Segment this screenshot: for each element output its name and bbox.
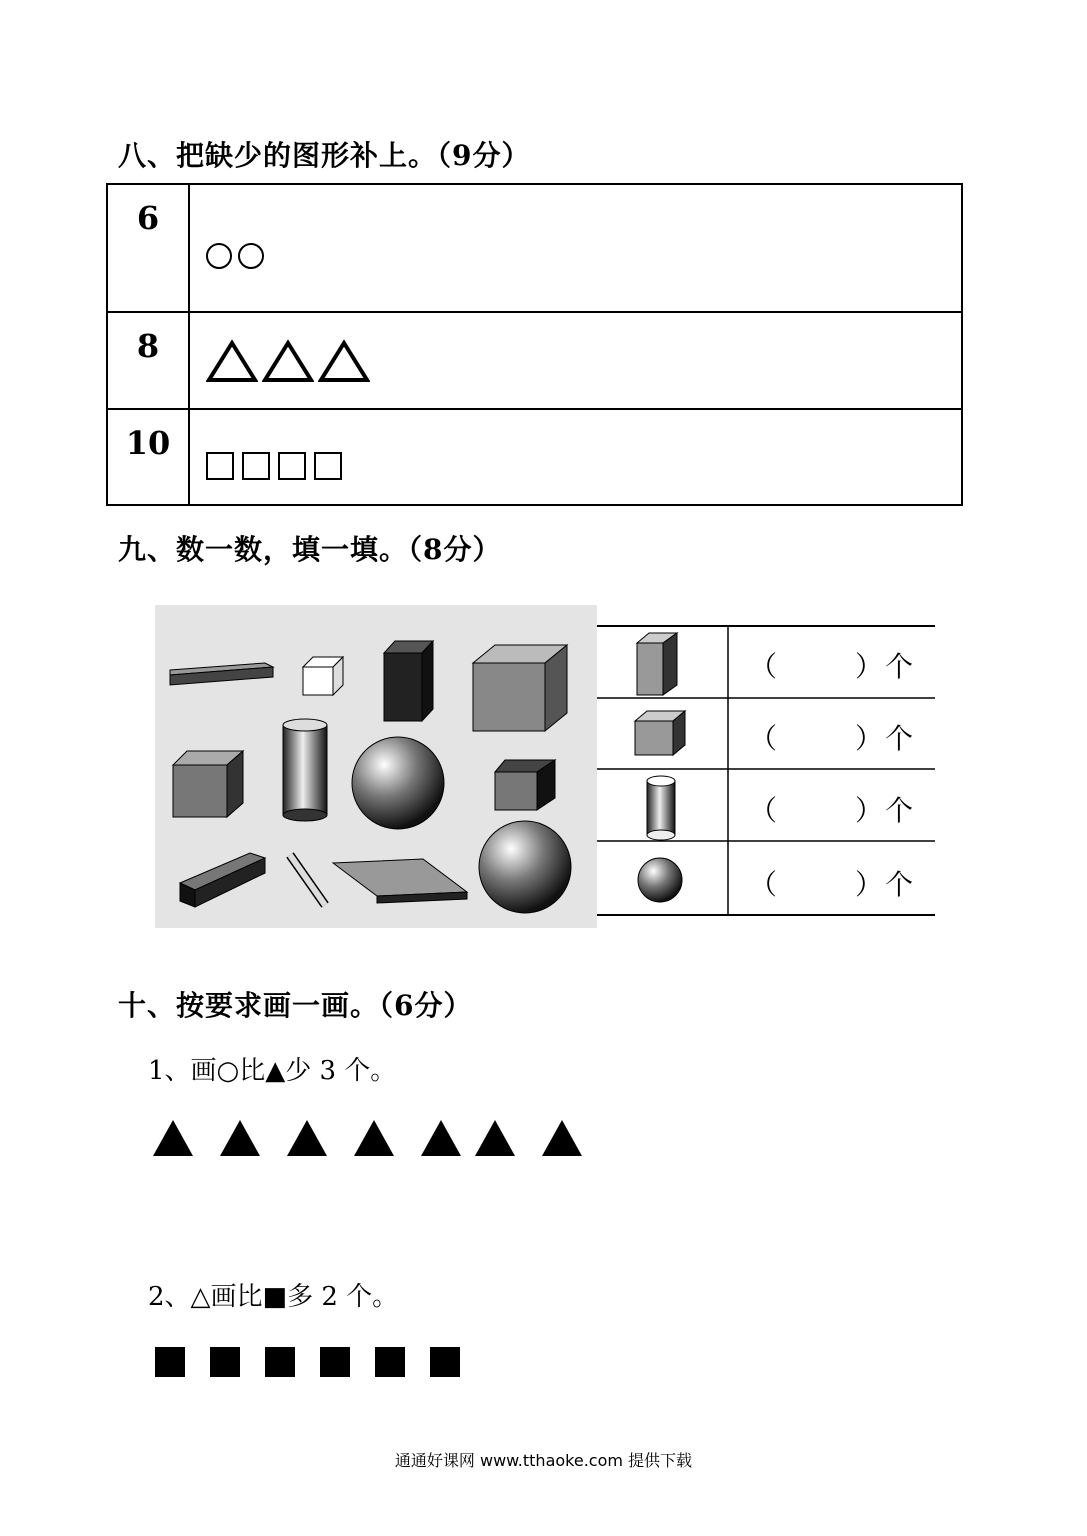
row-number: 6 bbox=[107, 184, 189, 312]
left-paren: （ bbox=[749, 868, 778, 901]
cylinder-shape bbox=[283, 719, 327, 821]
row-number: 10 bbox=[107, 409, 189, 505]
right-paren: ） bbox=[855, 794, 884, 827]
footer-text: 通通好课网 www.tthaoke.com 提供下载 bbox=[394, 1451, 693, 1470]
unit-label: 个 bbox=[885, 868, 914, 901]
filled-triangle-icon bbox=[220, 1120, 260, 1156]
solid-shapes-figure bbox=[155, 605, 597, 928]
left-paren: （ bbox=[749, 722, 778, 755]
section-9-heading: 九、数一数，填一填。（8分） bbox=[118, 533, 502, 566]
unit-label: 个 bbox=[885, 794, 914, 827]
square-icon bbox=[206, 452, 234, 480]
large-cube-shape bbox=[473, 645, 567, 731]
answer-blank[interactable] bbox=[749, 789, 884, 829]
filled-square-icon bbox=[430, 1347, 460, 1377]
small-cube-shape bbox=[303, 657, 343, 695]
sphere-shape bbox=[479, 821, 571, 913]
answer-blank[interactable] bbox=[749, 645, 884, 685]
right-paren: ） bbox=[855, 722, 884, 755]
filled-triangle-icon bbox=[287, 1120, 327, 1156]
square-icon bbox=[314, 452, 342, 480]
circle-group bbox=[206, 243, 264, 269]
table-row bbox=[107, 409, 962, 505]
section-10-heading: 十、按要求画一画。（6分） bbox=[118, 989, 473, 1022]
triangle-icon bbox=[318, 339, 370, 383]
square-icon bbox=[278, 452, 306, 480]
filled-triangle-icon bbox=[354, 1120, 394, 1156]
triangle-icon bbox=[262, 339, 314, 383]
unit-label: 个 bbox=[885, 722, 914, 755]
task-2-drawing-area[interactable] bbox=[148, 1385, 848, 1435]
square-icon bbox=[242, 452, 270, 480]
task-2-instruction: 2、△画比■多 2 个。 bbox=[148, 1282, 399, 1312]
small-box-shape bbox=[495, 760, 555, 810]
unit-label: 个 bbox=[885, 650, 914, 683]
left-paren: （ bbox=[749, 650, 778, 683]
left-paren: （ bbox=[749, 794, 778, 827]
answer-blank[interactable] bbox=[749, 863, 884, 903]
filled-square-icon bbox=[210, 1347, 240, 1377]
filled-square-icon bbox=[265, 1347, 295, 1377]
count-answer-table bbox=[597, 625, 935, 917]
filled-triangle-icon bbox=[475, 1120, 515, 1156]
task-1-instruction: 1、画○比▲少 3 个。 bbox=[148, 1056, 397, 1086]
circle-icon bbox=[206, 243, 232, 269]
square-group bbox=[206, 452, 342, 480]
sphere-icon bbox=[633, 856, 693, 906]
answer-cell[interactable] bbox=[189, 312, 962, 409]
right-paren: ） bbox=[855, 868, 884, 901]
answer-cell[interactable] bbox=[189, 184, 962, 312]
missing-shapes-table bbox=[106, 183, 963, 506]
task-1-drawing-area[interactable] bbox=[148, 1170, 848, 1260]
circle-icon bbox=[238, 243, 264, 269]
sphere-shape bbox=[352, 737, 444, 829]
cuboid-icon bbox=[633, 629, 693, 699]
right-paren: ） bbox=[855, 650, 884, 683]
cube-shape bbox=[173, 751, 243, 817]
triangle-group bbox=[206, 339, 370, 383]
filled-square-icon bbox=[155, 1347, 185, 1377]
tall-box-shape bbox=[384, 641, 433, 721]
filled-triangle-icon bbox=[542, 1120, 582, 1156]
row-number: 8 bbox=[107, 312, 189, 409]
cylinder-icon bbox=[643, 773, 683, 843]
triangle-icon bbox=[206, 339, 258, 383]
filled-square-icon bbox=[320, 1347, 350, 1377]
filled-triangle-icon bbox=[421, 1120, 461, 1156]
cube-icon bbox=[633, 709, 693, 759]
answer-cell[interactable] bbox=[189, 409, 962, 505]
answer-blank[interactable] bbox=[749, 717, 884, 757]
table-row bbox=[107, 184, 962, 312]
table-row bbox=[107, 312, 962, 409]
section-8-heading: 八、把缺少的图形补上。（9分） bbox=[118, 139, 531, 172]
filled-triangle-icon bbox=[153, 1120, 193, 1156]
filled-square-icon bbox=[375, 1347, 405, 1377]
